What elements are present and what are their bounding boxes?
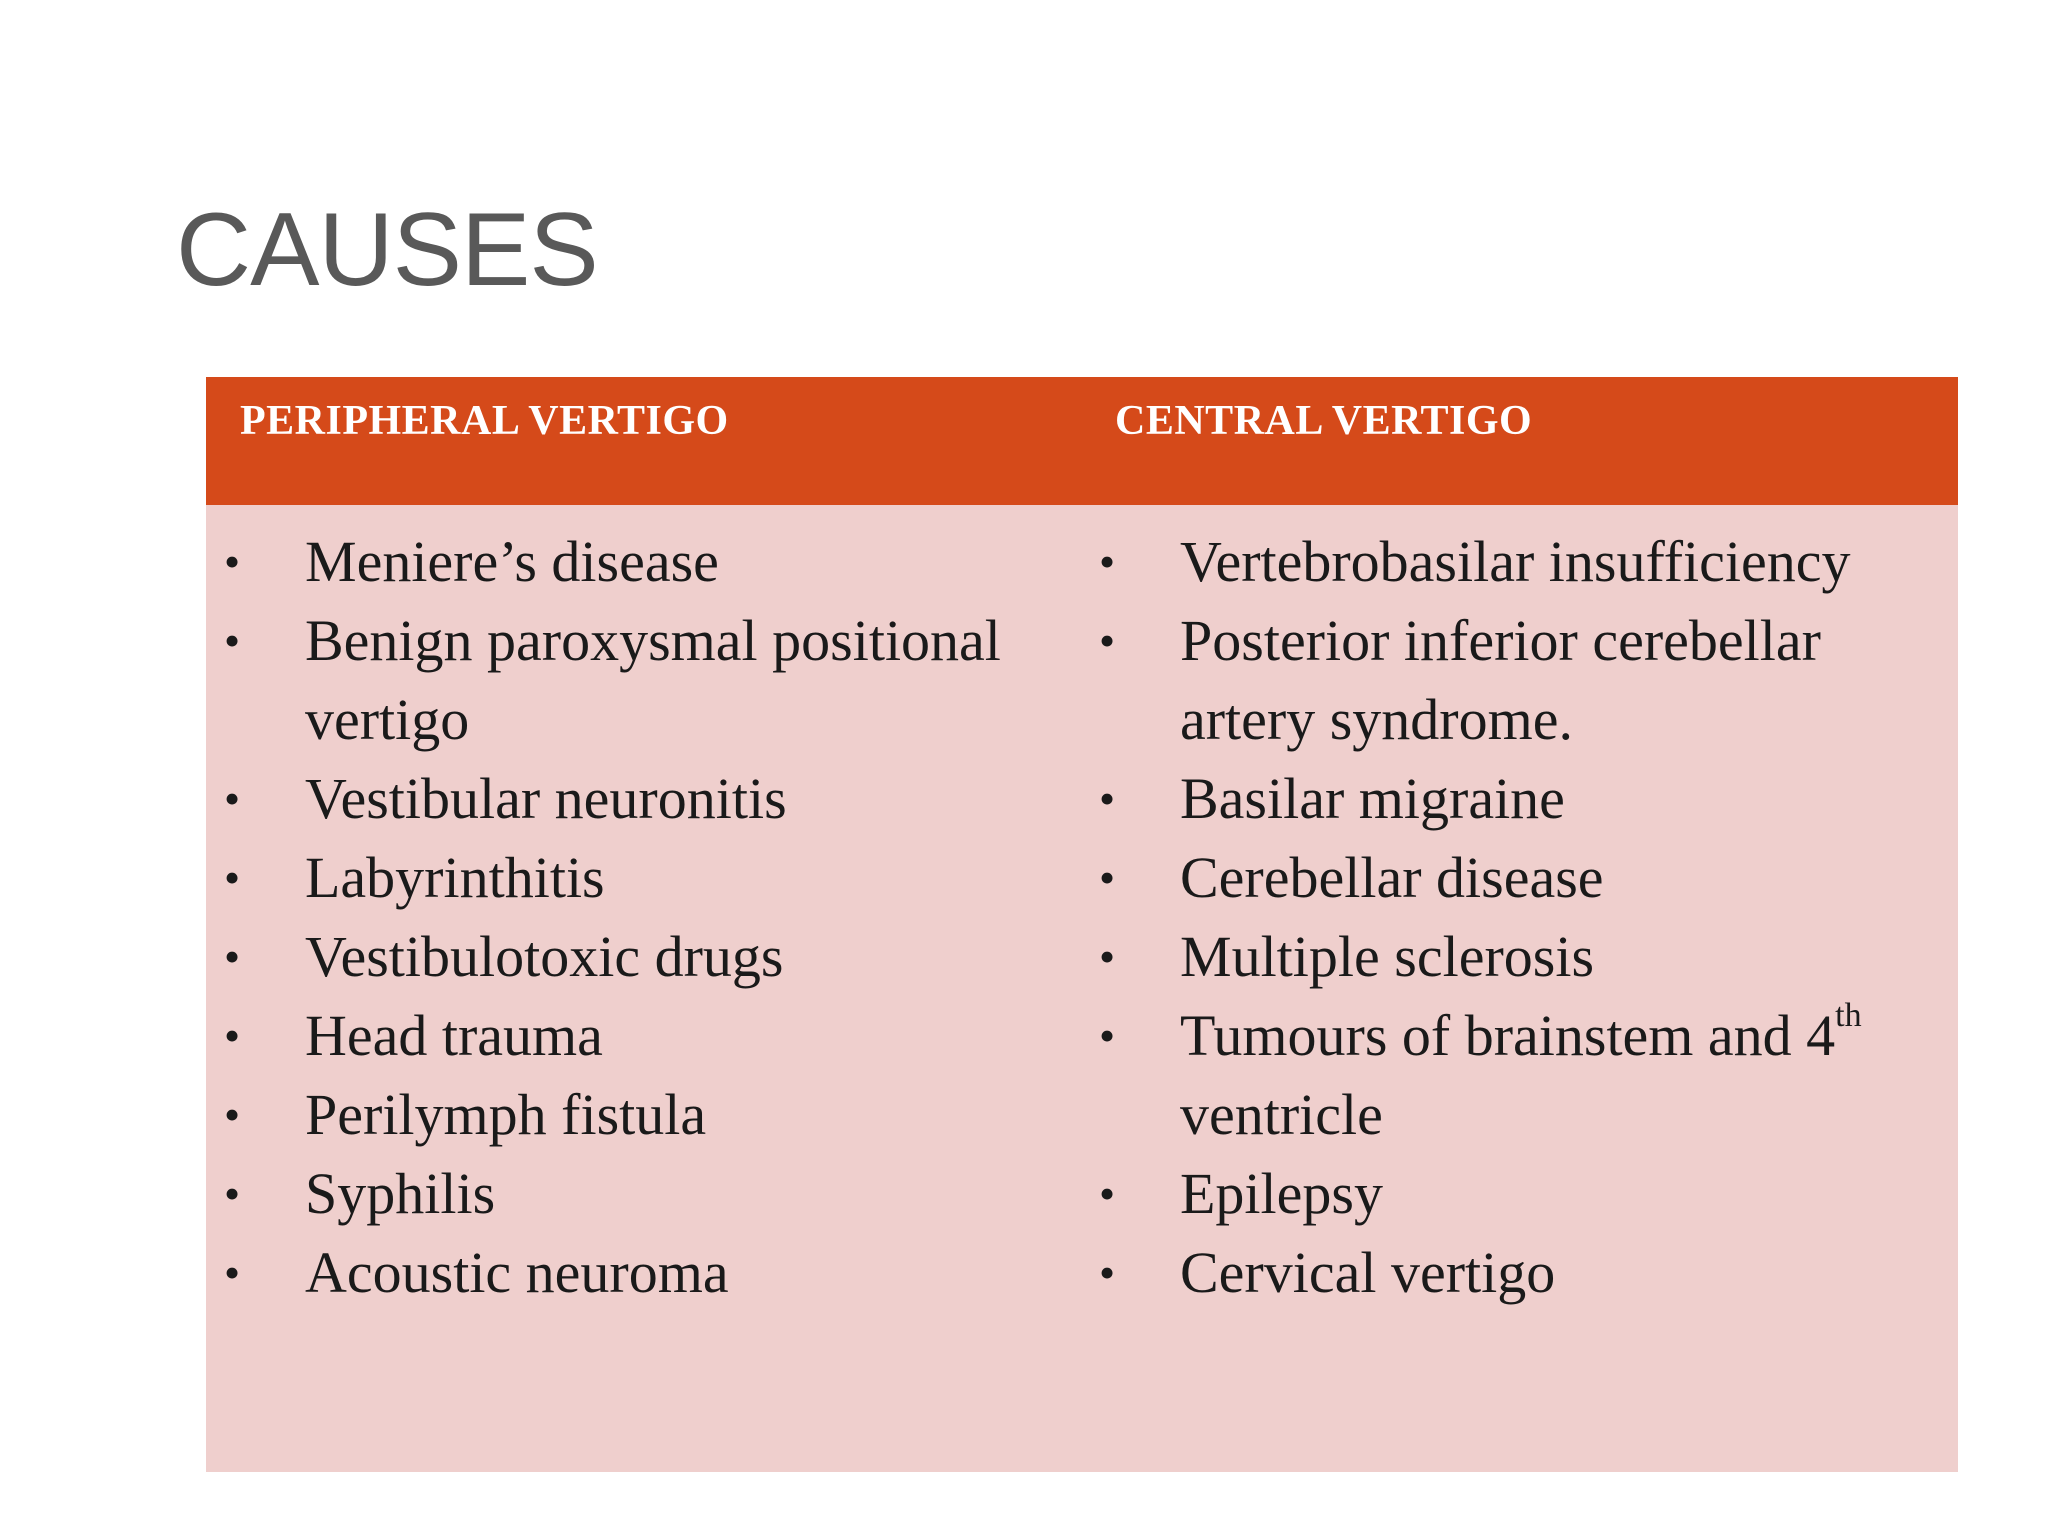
list-item [1081,522,1958,601]
list-item [1081,838,1958,917]
peripheral-vertigo-header: PERIPHERAL VERTIGO [240,398,729,444]
cause-text: Basilar migraine [1180,766,1565,831]
cause-text: Vestibular neuronitis [305,766,787,831]
slide-title: CAUSES [176,192,598,308]
cause-text: Cervical vertigo [1180,1240,1556,1305]
list-item [206,601,1076,759]
list-item [1081,1233,1958,1312]
list-item [206,522,1076,601]
cause-text: Acoustic neuroma [305,1240,729,1305]
list-item [206,996,1076,1075]
cause-text: Vestibulotoxic drugs [305,924,784,989]
bullet-icon: • [1099,615,1116,666]
central-causes-list [1081,522,1958,1312]
bullet-icon: • [224,852,241,903]
list-item [1081,601,1958,759]
list-item [206,1154,1076,1233]
list-item [206,838,1076,917]
table-body-row [206,505,1958,1472]
cause-text: Posterior inferior cerebellar artery syndrome. [1180,608,1821,752]
cause-text [1180,997,1862,1147]
list-item [1081,1154,1958,1233]
list-item [1081,996,1958,1154]
causes-table [206,377,1958,1472]
bullet-icon: • [1099,1168,1116,1219]
cause-text: Perilymph fistula [305,1082,707,1147]
ordinal-suffix: th [1835,997,1862,1035]
bullet-icon: • [1099,536,1116,587]
bullet-icon: • [224,615,241,666]
bullet-icon: • [224,1247,241,1298]
cause-text: Labyrinthitis [305,845,605,910]
cause-text: Benign paroxysmal positional vertigo [305,608,1001,752]
bullet-icon: • [1099,1247,1116,1298]
list-item [1081,759,1958,838]
cause-text: Epilepsy [1180,1161,1383,1226]
bullet-icon: • [1099,773,1116,824]
peripheral-causes-list [206,522,1076,1312]
bullet-icon: • [224,1010,241,1061]
list-item [206,1233,1076,1312]
table-header-row [206,377,1958,505]
bullet-icon: • [224,773,241,824]
cause-text: Cerebellar disease [1180,845,1604,910]
cause-text: Syphilis [305,1161,496,1226]
bullet-icon: • [1099,1010,1116,1061]
cause-text-main: Tumours of brainstem and 4 [1180,1003,1836,1068]
bullet-icon: • [224,1168,241,1219]
list-item [206,759,1076,838]
list-item [1081,917,1958,996]
bullet-icon: • [1099,852,1116,903]
cause-text: Vertebrobasilar insufficiency [1180,529,1851,594]
cause-text-continued: ventricle [1180,1082,1383,1147]
bullet-icon: • [224,931,241,982]
cause-text: Multiple sclerosis [1180,924,1595,989]
bullet-icon: • [1099,931,1116,982]
bullet-icon: • [224,1089,241,1140]
list-item [206,917,1076,996]
bullet-icon: • [224,536,241,587]
list-item [206,1075,1076,1154]
cause-text: Head trauma [305,1003,603,1068]
central-vertigo-header: CENTRAL VERTIGO [1115,398,1533,444]
cause-text: Meniere’s disease [305,529,719,594]
